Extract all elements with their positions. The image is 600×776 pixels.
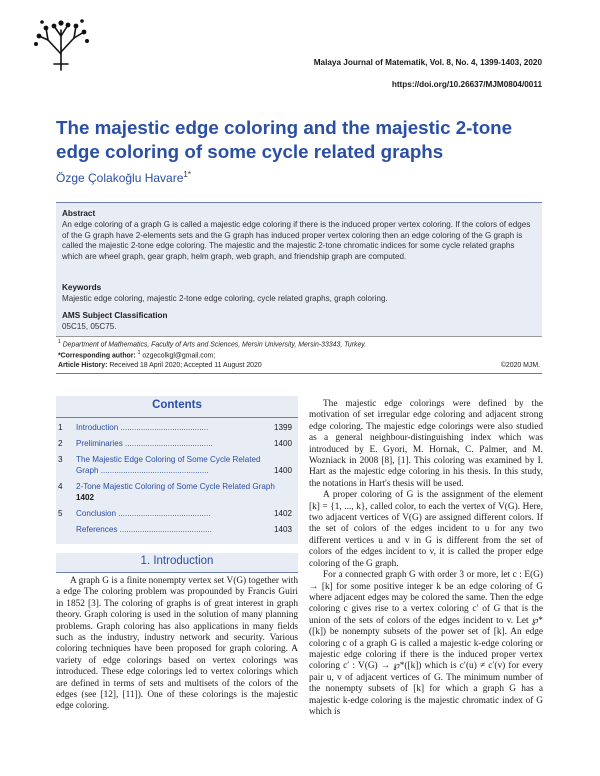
abstract-text: An edge coloring of a graph G is called a majestic edge coloring if there is the induced proper vertex coloring. If the colors of edges of the G graph have 2-elements sets and the G graph has induced proper vertex coloring then an edge coloring of the G graph is called the majestic 2-tone edge coloring. The majestic and the majestic 2-tone chromatic indices for some cycle related graphs which are wheel graph, gear graph, helm graph, web graph, and friendship graph are computed. (62, 220, 531, 261)
copyright: ©2020 MJM. (500, 362, 540, 369)
intro-rule (56, 572, 298, 573)
toc-entry[interactable] (58, 525, 292, 536)
right-paragraph-3: For a connected graph G with order 3 or more, let c : E(G) → [k] for some positive integer k be an edge coloring of G where adjacent edges may be colored the same. Then the edge coloring c gives rise to a vertex coloring c′ of G that is the union of the sets of colors of the edges incident to v. Let ℘*([k]) be nonempty subsets of the power set of [k]. An edge coloring c of a graph G is called a majestic k-edge coloring or majestic edge coloring if there is the induced proper vertex coloring c′ : V(G) → ℘*([k]) which is c′(u) ≠ c′(v) for every pair u, v of adjacent vertices of G. The minimum number of the nonempty subsets of [k] for which a graph G has a majestic k-edge coloring is the majestic chromatic index of G which is (309, 570, 543, 717)
article-title: The majestic edge coloring and the majestic 2-tone edge coloring of some cycle related graphs (56, 117, 513, 162)
left-column (56, 576, 298, 766)
affiliation-text: Department of Mathematics, Faculty of Arts and Sciences, Mersin University, Mersin-33343, Turkey. (62, 341, 367, 349)
abstract-heading: Abstract (62, 209, 96, 218)
doi-link[interactable]: https://doi.org/10.26637/MJM0804/0011 (391, 80, 542, 89)
intro-paragraph: A graph G is a finite nonempty vertex set V(G) together with a edge The coloring problem was propounded by Francis Guiri in 1852 [3]. The coloring of graphs is of great interest in graph theory. Graph coloring is used in the solution of many planning problems. Graph coloring has also applications in many fields such as the industry, industry network and security. Various coloring techniques have been proposed for graph coloring. A variety of edge colorings based on vertex colorings was introduced. These edge colorings led to vertex colorings which are defined in terms of sets and multisets of the colors of the edges (see [12], [11]). One of these colorings is the majestic edge coloring. (56, 576, 298, 712)
toc-entry[interactable] (58, 423, 292, 434)
toc-entry[interactable] (58, 439, 292, 450)
contents-rule (56, 417, 298, 418)
journal-citation: Malaya Journal of Matematik, Vol. 8, No. 4, 1399-1403, 2020 (313, 58, 542, 67)
toc-page: 1400 (273, 439, 292, 448)
toc-title[interactable]: Conclusion ......................................... (76, 509, 211, 518)
footnote-rule (56, 336, 542, 337)
corr-email[interactable]: ozgecolkgl@gmail.com; (142, 352, 216, 360)
toc-page: 1400 (273, 466, 292, 475)
journal-tree-logo (30, 18, 92, 72)
keywords-text: Majestic edge coloring, majestic 2-tone edge coloring, cycle related graphs, graph coloring. (62, 294, 388, 303)
toc-title[interactable]: 2-Tone Majestic Coloring of Some Cycle Related Graph (76, 482, 275, 491)
ams-heading: AMS Subject Classification (62, 311, 168, 320)
corr-label: *Corresponding author: (58, 352, 136, 360)
toc-entry[interactable] (58, 455, 292, 477)
author-name: Özge Çolakoğlu Havare (56, 171, 184, 185)
affil-mark: 1 (58, 339, 61, 345)
toc-title[interactable]: References ......................................... (76, 525, 212, 534)
toc-page: 1399 (273, 423, 292, 432)
toc-number: 4 (58, 482, 63, 491)
toc-title[interactable]: Introduction ....................................... (76, 423, 209, 432)
corr-mark: 1 (137, 350, 141, 356)
toc-title[interactable]: The Majestic Edge Coloring of Some Cycle Related (76, 455, 261, 464)
history-rule (56, 373, 542, 374)
right-column (309, 399, 543, 774)
right-paragraph-1: The majestic edge colorings were defined by the motivation of set irregular edge coloring and adjacent strong edge coloring. The majestic edge colorings were also studied as a general neighbour-distinguishing index which was introduced by E. Gyori, M. Hornak, C. Palmer, and M. Wozniack in 2008 [8], [1]. This coloring was examined by I. Hart as the majestic edge coloring in his thesis. In this study, the notations in Hart's thesis will be used. (309, 399, 543, 489)
toc-page: 1402 (76, 493, 95, 502)
corresponding-author (58, 350, 215, 359)
toc-number: 5 (58, 509, 63, 518)
section-heading: 1. Introduction (140, 555, 214, 567)
toc-entry[interactable] (58, 482, 292, 504)
article-history (58, 362, 262, 369)
history-label: Article History: (58, 362, 108, 369)
toc-entry[interactable] (58, 509, 292, 520)
toc-page: 1402 (273, 509, 292, 518)
author-line (56, 170, 191, 185)
right-paragraph-2: A proper coloring of G is the assignment of the element [k] = {1, ..., k}, called color, to each the vertex of V(G). Here, two adjacent vertices of V(G) are assigned different colors. If the set of colors of the edges incident to u for any two different vertices u and v in G is different from the set of colors of the edges incident to v, it is called the proper edge coloring of the G graph. (309, 490, 543, 569)
ams-text: 05C15, 05C75. (62, 322, 117, 331)
affiliation-footnote (58, 339, 366, 348)
toc-page: 1403 (273, 525, 292, 534)
toc-title-cont[interactable]: Graph ................................................ (76, 466, 209, 475)
author-marks: 1* (183, 170, 191, 179)
contents-heading: Contents (152, 399, 202, 411)
toc-number: 2 (58, 439, 63, 448)
toc-title[interactable]: Preliminaries ....................................... (76, 439, 213, 448)
toc-number: 1 (58, 423, 63, 432)
keywords-heading: Keywords (62, 283, 102, 292)
toc-number: 3 (58, 455, 63, 464)
history-text: Received 18 April 2020; Accepted 11 August 2020 (109, 362, 262, 369)
